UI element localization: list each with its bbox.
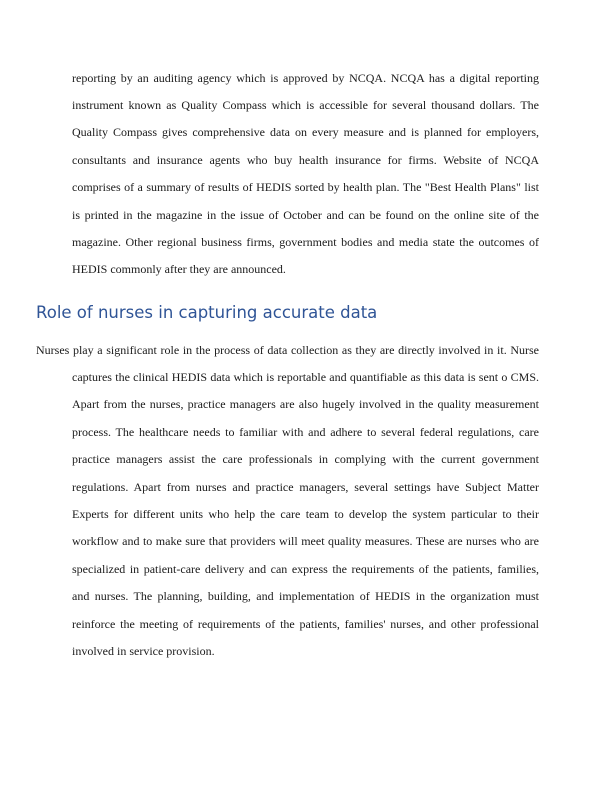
body-paragraph-nurses-role-text: Nurses play a significant role in the process of data collection as they are directly involved in it. Nurse captures the clinical HEDIS data which is reportable and quantifiable as this data is sent o CMS. Apart from the nurses, practice managers are also hugely involved in the quality measurement process. The healthcare needs to familiar with and adhere to several federal regulations, care practice managers assist the care professionals in complying with the current government regulations. Apart from nurses and practice managers, several settings have Subject Matter Experts for different units who help the care team to develop the system particular to their workflow and to make sure that providers will meet quality measures. These are nurses who are specialized in patient-care delivery and can express the requirements of the patients, families, and nurses. The planning, building, and implementation of HEDIS in the organization must reinforce the meeting of requirements of the patients, families' nurses, and other professional involved in service provision. bbox=[36, 342, 539, 658]
section-heading: Role of nurses in capturing accurate data bbox=[36, 303, 378, 322]
body-paragraph-continued: reporting by an auditing agency which is approved by NCQA. NCQA has a digital reporting instrument known as Quality Compass which is accessible for several thousand dollars. The Quality Compass gives comprehensive data on every measure and is planned for employers, consultants and insurance agents who buy health insurance for firms. Website of NCQA comprises of a summary of results of HEDIS sorted by health plan. The "Best Health Plans" list is printed in the magazine in the issue of October and can be found on the online site of the magazine. Other regional business firms, government bodies and media state the outcomes of HEDIS commonly after they are announced. bbox=[72, 70, 539, 277]
body-paragraph-nurses-role bbox=[36, 337, 539, 666]
